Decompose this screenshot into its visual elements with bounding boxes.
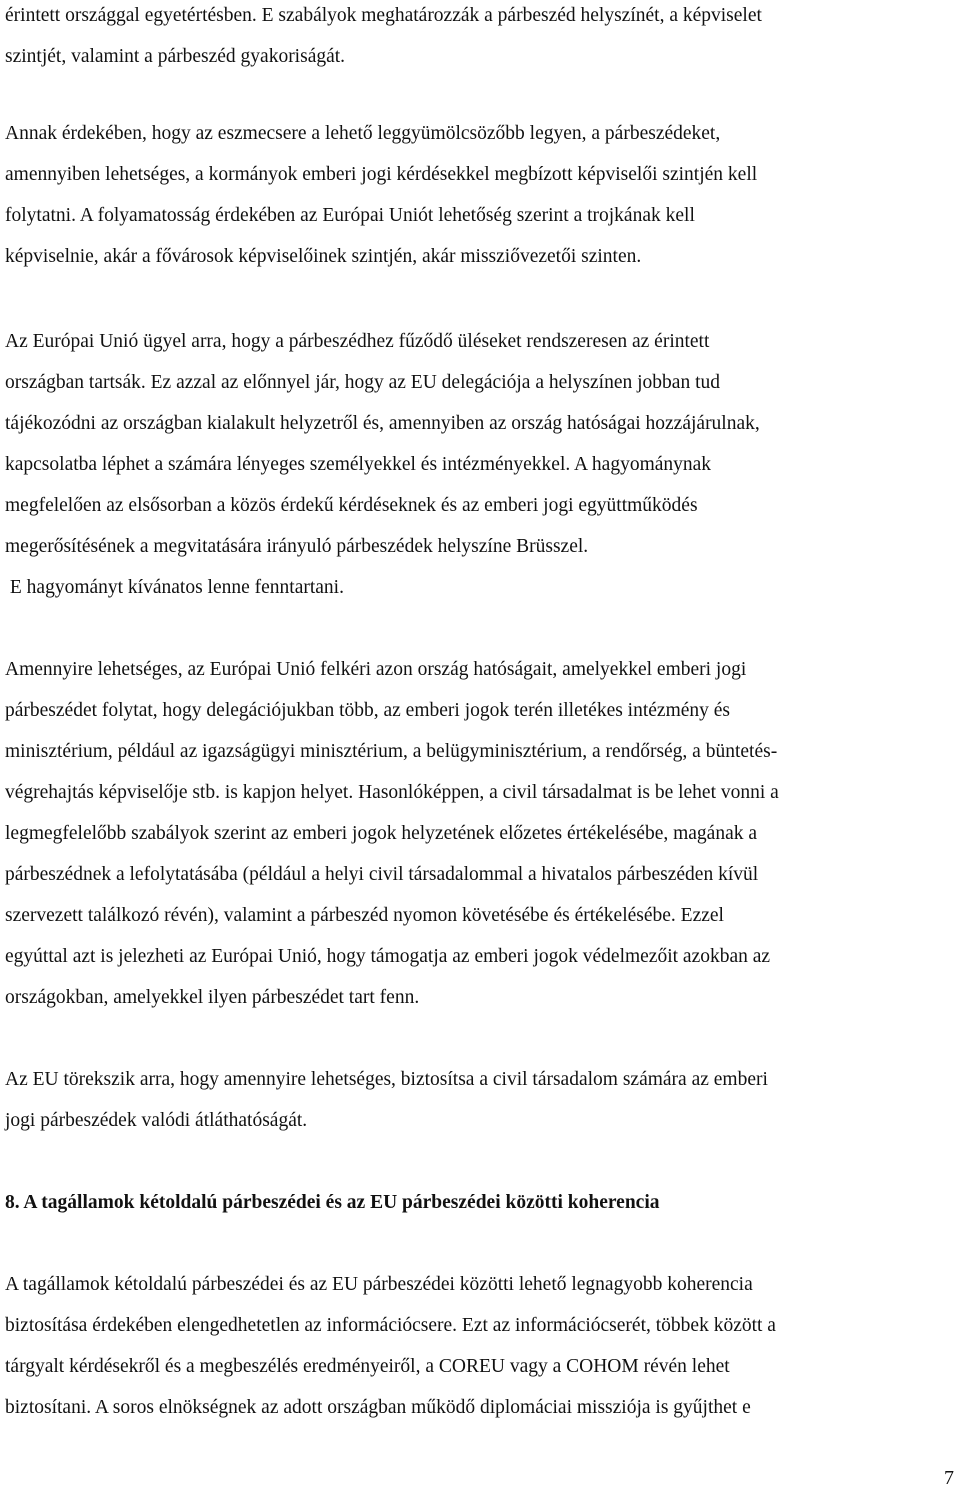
text-line: szervezett találkozó révén), valamint a párbeszéd nyomon követésébe és értékelésébe. Ezzel — [5, 905, 724, 926]
section-heading: 8. A tagállamok kétoldalú párbeszédei és az EU párbeszédei közötti koherencia — [5, 1192, 660, 1213]
text-line: folytatni. A folyamatosság érdekében az Európai Uniót lehetőség szerint a trojkának kell — [5, 205, 695, 226]
text-line: Az EU törekszik arra, hogy amennyire lehetséges, biztosítsa a civil társadalom számára az emberi — [5, 1069, 768, 1090]
text-line: Amennyire lehetséges, az Európai Unió felkéri azon ország hatóságait, amelyekkel emberi jogi — [5, 659, 747, 680]
text-line: tárgyalt kérdésekről és a megbeszélés eredményeiről, a COREU vagy a COHOM révén lehet — [5, 1356, 730, 1377]
paragraph-3 — [5, 321, 760, 608]
paragraph-4 — [5, 649, 779, 1018]
text-line: szintjét, valamint a párbeszéd gyakoriságát. — [5, 46, 346, 67]
text-line: minisztérium, például az igazságügyi minisztérium, a belügyminisztérium, a rendőrség, a büntetés- — [5, 741, 778, 762]
text-line: párbeszédet folytat, hogy delegációjukban több, az emberi jogok terén illetékes intézmény és — [5, 700, 731, 721]
text-line: tájékozódni az országban kialakult helyzetről és, amennyiben az ország hatóságai hozzájárulnak, — [5, 413, 760, 434]
text-line: amennyiben lehetséges, a kormányok emberi jogi kérdésekkel megbízott képviselői szintjén kell — [5, 164, 758, 185]
text-line: Annak érdekében, hogy az eszmecsere a lehető leggyümölcsözőbb legyen, a párbeszédeket, — [5, 123, 721, 144]
text-line: képviselnie, akár a fővárosok képviselőinek szintjén, akár missziővezetői szinten. — [5, 246, 642, 267]
text-line: megerősítésének a megvitatására irányuló párbeszédek helyszíne Brüsszel. — [5, 536, 589, 557]
text-line: végrehajtás képviselője stb. is kapjon helyet. Hasonlóképpen, a civil társadalmat is be lehet vonni a — [5, 782, 779, 803]
text-line: Az Európai Unió ügyel arra, hogy a párbeszédhez fűződő üléseket rendszeresen az érintett — [5, 331, 710, 352]
text-line: párbeszédnek a lefolytatásába (például a helyi civil társadalommal a hivatalos párbeszéden kívül — [5, 864, 759, 885]
text-line: E hagyományt kívánatos lenne fenntartani. — [5, 577, 344, 598]
text-line: A tagállamok kétoldalú párbeszédei és az EU párbeszédei közötti lehető legnagyobb koherencia — [5, 1274, 753, 1295]
text-line: megfelelően az elsősorban a közös érdekű kérdéseknek és az emberi jogi együttműködés — [5, 495, 698, 516]
paragraph-6 — [5, 1264, 776, 1428]
text-line: országban tartsák. Ez azzal az előnnyel jár, hogy az EU delegációja a helyszínen jobban tud — [5, 372, 720, 393]
text-line: jogi párbeszédek valódi átláthatóságát. — [5, 1110, 308, 1131]
paragraph-2 — [5, 113, 757, 277]
text-line: érintett országgal egyetértésben. E szabályok meghatározzák a párbeszéd helyszínét, a képviselet — [5, 5, 762, 26]
page-number: 7 — [944, 1467, 954, 1489]
text-line: biztosítása érdekében elengedhetetlen az információcsere. Ezt az információcserét, többek között a — [5, 1315, 776, 1336]
text-line: legmegfelelőbb szabályok szerint az emberi jogok helyzetének előzetes értékelésébe, magának a — [5, 823, 758, 844]
paragraph-1 — [5, 0, 762, 77]
text-line: országokban, amelyekkel ilyen párbeszédet tart fenn. — [5, 987, 420, 1008]
paragraph-5 — [5, 1059, 768, 1141]
text-line: biztosítani. A soros elnökségnek az adott országban működő diplomáciai missziója is gyűjthet e — [5, 1397, 751, 1418]
text-line: egyúttal azt is jelezheti az Európai Unió, hogy támogatja az emberi jogok védelmezőit azokban az — [5, 946, 771, 967]
text-line: kapcsolatba léphet a számára lényeges személyekkel és intézményekkel. A hagyománynak — [5, 454, 712, 475]
